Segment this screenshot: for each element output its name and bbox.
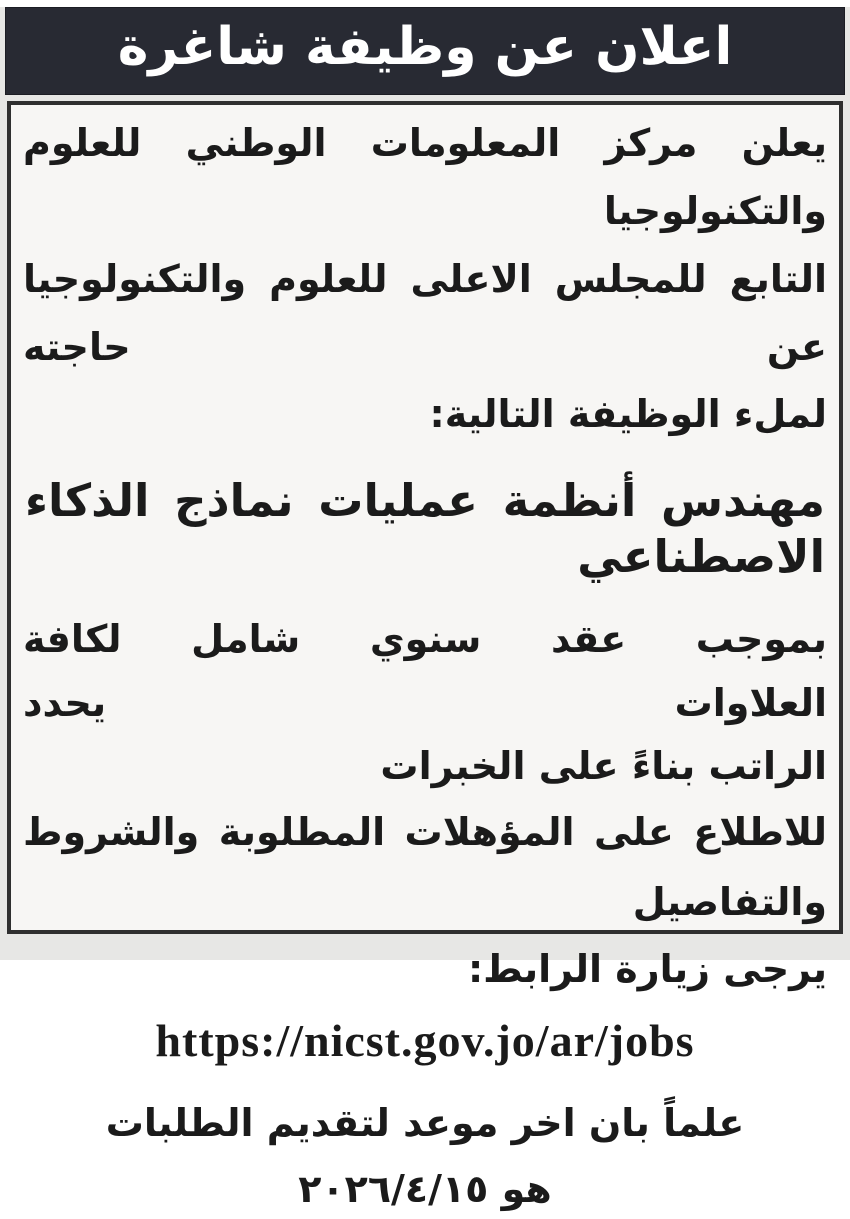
ad-header-title: اعلان عن وظيفة شاغرة — [117, 17, 733, 77]
intro-line-3: لملء الوظيفة التالية: — [429, 392, 827, 436]
deadline-date-value: ٢٠٢٦/٤/١٥ — [298, 1167, 489, 1211]
contract-line-2-salary: الراتب بناءً على الخبرات — [380, 744, 827, 788]
deadline-line: علماً بان اخر موعد لتقديم الطلبات — [105, 1101, 745, 1145]
job-title: مهندس أنظمة عمليات نماذج الذكاء الاصطناعي — [25, 474, 825, 583]
ad-header-bar — [5, 7, 845, 95]
ad-body-frame — [7, 101, 843, 1211]
intro-line-2: التابع للمجلس الاعلى للعلوم والتكنولوجيا عن حاجته — [23, 257, 827, 369]
newspaper-ad-page — [0, 7, 850, 1211]
deadline-date-line — [23, 1159, 827, 1219]
contract-line-1: بموجب عقد سنوي شامل لكافة العلاوات يحدد — [23, 617, 827, 725]
visit-link-label: يرجى زيارة الرابط: — [467, 947, 827, 991]
intro-line-1: يعلن مركز المعلومات الوطني للعلوم والتكنولوجيا — [23, 121, 827, 233]
details-line-1: للاطلاع على المؤهلات المطلوبة والشروط والتفاصيل — [23, 810, 827, 924]
deadline-date-prefix: هو — [501, 1167, 552, 1211]
job-url-text: https://nicst.gov.jo/ar/jobs — [155, 1015, 695, 1066]
